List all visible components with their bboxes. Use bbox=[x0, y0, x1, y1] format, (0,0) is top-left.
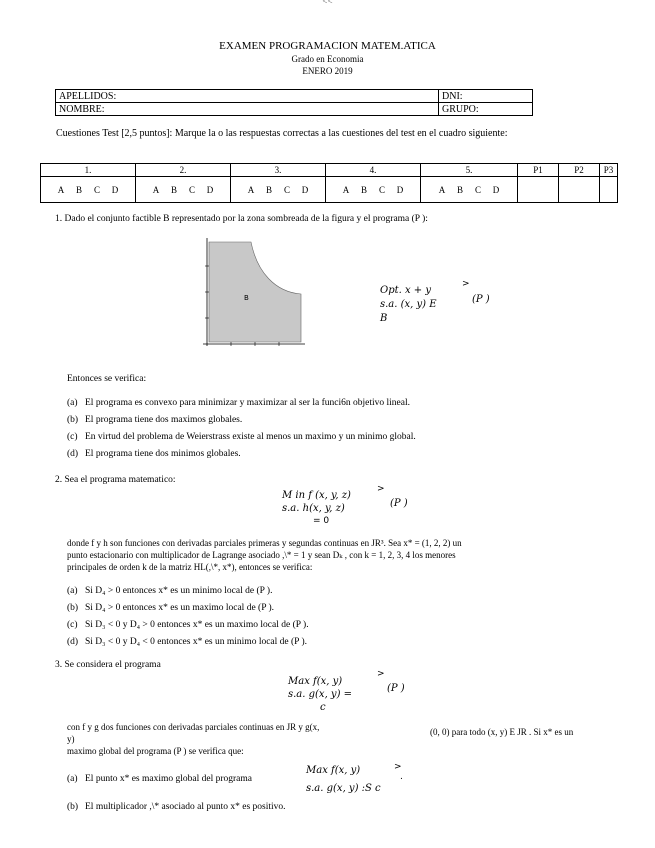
q2-program-tag: (P ) bbox=[390, 498, 408, 509]
q3-option-a: (a) El punto x* es maximo global del programa bbox=[67, 774, 253, 784]
q1-stem: 1. Dado el conjunto factible B representado por la zona sombreada de la figura y el programa (P ): bbox=[55, 214, 428, 224]
q2-stem: 2. Sea el programa matematico: bbox=[55, 475, 176, 485]
q1-program-tag: (P ) bbox=[472, 294, 490, 305]
q1-option-a: (a) El programa es convexo para minimizar y maximizar al ser la funci6n objetivo lineal. bbox=[67, 398, 410, 408]
q3-paragraph-line3: maximo global del programa (P ) se verifica que: bbox=[67, 746, 244, 756]
page-mark: << bbox=[322, 0, 333, 6]
apellidos-field[interactable]: APELLIDOS: bbox=[56, 90, 439, 103]
answer-header-4: 4. bbox=[326, 164, 421, 177]
q2-option-c: (c) Si D₃ < 0 y D₄ > 0 entonces x* es un maximo local de (P ). bbox=[67, 620, 309, 630]
q1-figure-label: B bbox=[244, 294, 249, 302]
answer-cell-2[interactable]: A B C D bbox=[136, 177, 231, 203]
answer-header-3: 3. bbox=[231, 164, 326, 177]
grupo-field[interactable]: GRUPO: bbox=[439, 103, 533, 116]
q1-program-line2: s.a. (x, y) E bbox=[380, 299, 437, 310]
q2-option-b: (b) Si D₄ > 0 entonces x* es un maximo local de (P ). bbox=[67, 603, 275, 613]
answer-cell-5[interactable]: A B C D bbox=[421, 177, 518, 203]
q3-option-b: (b) El multiplicador ,\* asociado al punto x* es positivo. bbox=[67, 802, 286, 812]
q2-program-line1: M in f (x, y, z) bbox=[282, 490, 351, 501]
answer-header-5: 5. bbox=[421, 164, 518, 177]
q3-paragraph-right: (0, 0) para todo (x, y) E JR . Si x* es un bbox=[430, 727, 574, 737]
answer-cell-p1[interactable] bbox=[518, 177, 559, 203]
q3-option-a-program-line1: Max f(x, y) bbox=[306, 765, 361, 776]
q2-paragraph-line1: donde f y h son funciones con derivadas parciales primeras y segundas continuas en JR³. Sea x* = (1, 2, 2) un bbox=[67, 538, 462, 548]
q3-paragraph-left1: con f y g dos funciones con derivadas parciales continuas en JR y g(x, bbox=[67, 722, 320, 732]
instructions: Cuestiones Test [2,5 puntos]: Marque la o las respuestas correctas a las cuestiones del test en el cuadro siguiente: bbox=[56, 128, 508, 139]
q1-program-line1: Opt. x + y bbox=[380, 285, 432, 296]
answer-cell-3[interactable]: A B C D bbox=[231, 177, 326, 203]
answer-header-p3: P3 bbox=[600, 164, 618, 177]
q1-feasible-set-figure bbox=[197, 234, 309, 348]
q1-shaded-region bbox=[209, 242, 301, 342]
q3-option-a-program-line2: s.a. g(x, y) :S c bbox=[306, 783, 381, 794]
answer-header-1: 1. bbox=[41, 164, 136, 177]
exam-title: EXAMEN PROGRAMACION MATEM.ATICA bbox=[219, 40, 436, 52]
q3-paragraph-left2: y) bbox=[67, 734, 75, 744]
exam-date: ENERO 2019 bbox=[302, 66, 353, 76]
answer-table bbox=[40, 163, 618, 203]
answer-header-p2: P2 bbox=[559, 164, 600, 177]
answer-cell-4[interactable]: A B C D bbox=[326, 177, 421, 203]
answer-cell-1[interactable]: A B C D bbox=[41, 177, 136, 203]
q3-option-a-brace: > bbox=[394, 762, 402, 772]
q2-program-line3: = 0 bbox=[313, 516, 330, 526]
exam-subtitle: Grado en Economia bbox=[291, 54, 364, 64]
q1-brace: > bbox=[462, 279, 470, 289]
answer-cell-p2[interactable] bbox=[559, 177, 600, 203]
dni-field[interactable]: DNI: bbox=[439, 90, 533, 103]
q3-stem: 3. Se considera el programa bbox=[55, 660, 161, 670]
q1-option-c: (c) En virtud del problema de Weierstrass existe al menos un maximo y un minimo global. bbox=[67, 432, 416, 442]
answer-cell-p3[interactable] bbox=[600, 177, 618, 203]
q1-option-b: (b) El programa tiene dos maximos globales. bbox=[67, 415, 243, 425]
student-id-table bbox=[55, 89, 533, 116]
nombre-field[interactable]: NOMBRE: bbox=[56, 103, 439, 116]
q2-paragraph-line2: punto estacionario con multiplicador de Lagrange asociado ,\* = 1 y sean Dₖ , con k = 1, 2, 3, 4 los menores bbox=[67, 550, 456, 560]
q2-program-line2: s.a. h(x, y, z) bbox=[282, 503, 345, 514]
q3-brace: > bbox=[377, 669, 385, 679]
q3-program-line1: Max f(x, y) bbox=[288, 676, 343, 687]
q3-option-a-dot: . bbox=[400, 772, 403, 782]
q2-option-d: (d) Si D₃ < 0 y D₄ < 0 entonces x* es un minimo local de (P ). bbox=[67, 637, 308, 647]
q1-option-d: (d) El programa tiene dos minimos globales. bbox=[67, 449, 241, 459]
q3-program-line2: s.a. g(x, y) = bbox=[288, 689, 353, 700]
q3-program-tag: (P ) bbox=[387, 683, 405, 694]
q2-paragraph-line3: principales de orden k de la matriz HL(,\*, x*), entonces se verifica: bbox=[67, 562, 313, 572]
q1-program-line3: B bbox=[380, 313, 388, 324]
answer-header-2: 2. bbox=[136, 164, 231, 177]
answer-header-p1: P1 bbox=[518, 164, 559, 177]
q1-lead: Entonces se verifica: bbox=[67, 374, 147, 384]
q2-option-a: (a) Si D₄ > 0 entonces x* es un minimo local de (P ). bbox=[67, 586, 273, 596]
q3-program-line3: c bbox=[320, 702, 326, 713]
q2-brace: > bbox=[377, 484, 385, 494]
